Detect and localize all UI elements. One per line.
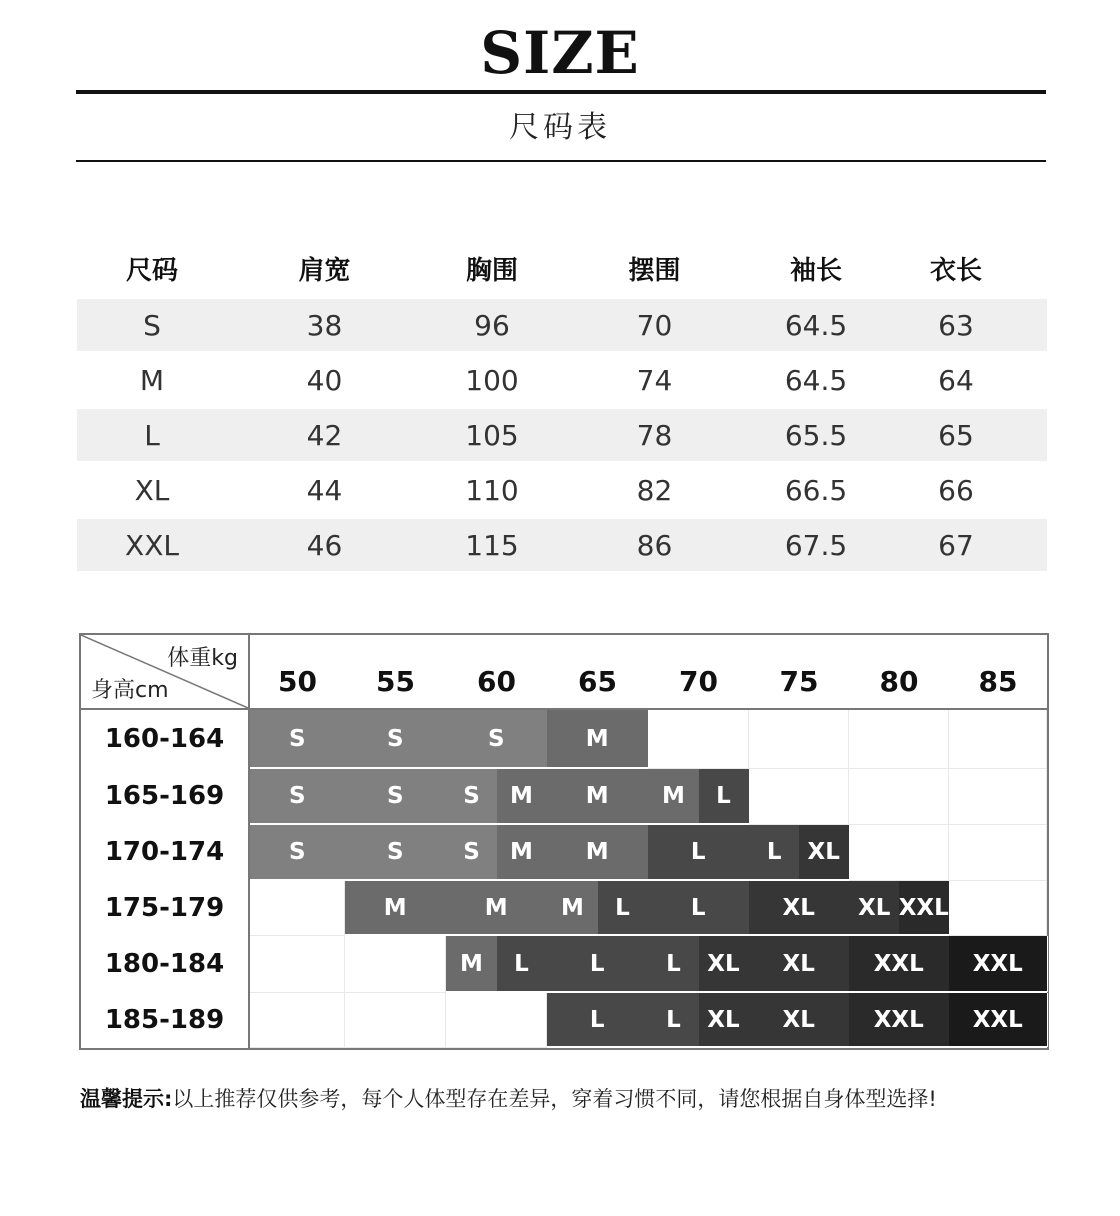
weight-label: 55 xyxy=(376,665,415,698)
weight-label: 85 xyxy=(978,665,1018,698)
size-cell: L xyxy=(749,825,800,880)
table-cell: 63 xyxy=(938,308,974,342)
table-cell: 40 xyxy=(306,363,343,397)
weight-label: 50 xyxy=(278,665,317,698)
empty-cell xyxy=(345,936,446,993)
measurement-column-header: 胸围 xyxy=(465,255,518,286)
empty-cell xyxy=(345,993,446,1048)
size-cell: S xyxy=(446,825,497,880)
size-cell: L xyxy=(648,993,699,1047)
empty-cell xyxy=(849,825,949,881)
table-cell: 66.5 xyxy=(784,473,848,507)
size-cell: S xyxy=(446,710,548,768)
height-label: 175-179 xyxy=(104,892,225,923)
weight-axis-label: 体重kg xyxy=(167,646,238,671)
height-label: 185-189 xyxy=(104,1004,225,1035)
size-cell: XXL xyxy=(949,993,1048,1047)
size-cell: L xyxy=(648,936,699,992)
size-cell: L xyxy=(648,881,750,935)
table-cell: 64.5 xyxy=(784,308,848,342)
size-cell: L xyxy=(547,936,649,992)
weight-label: 75 xyxy=(779,665,819,698)
size-cell: M xyxy=(547,710,649,768)
table-cell: 44 xyxy=(306,473,343,507)
empty-cell xyxy=(949,769,1047,825)
tip-label: 温馨提示: xyxy=(80,1087,173,1111)
table-cell: 86 xyxy=(636,528,673,562)
empty-cell xyxy=(949,710,1047,769)
table-row xyxy=(77,409,1047,461)
empty-cell xyxy=(446,993,547,1048)
empty-cell xyxy=(250,936,345,993)
table-cell: 82 xyxy=(636,473,673,507)
table-cell: 70 xyxy=(636,308,673,342)
height-label: 170-174 xyxy=(104,837,225,867)
size-cell: S xyxy=(250,825,346,880)
table-cell: 38 xyxy=(306,308,343,342)
size-cell: M xyxy=(497,825,548,880)
empty-cell xyxy=(949,825,1047,881)
weight-label: 80 xyxy=(879,665,919,698)
size-cell: XL xyxy=(849,881,900,935)
tip-note xyxy=(80,1083,937,1113)
size-cell: M xyxy=(547,825,649,880)
table-cell: 110 xyxy=(465,473,519,507)
table-cell: 96 xyxy=(474,308,510,342)
table-row xyxy=(77,464,1047,516)
table-cell: M xyxy=(139,363,165,397)
table-cell: 115 xyxy=(465,528,519,562)
empty-cell xyxy=(250,881,345,936)
size-cell: M xyxy=(648,769,699,824)
size-cell: L xyxy=(547,993,649,1047)
page-subtitle: 尺码表 xyxy=(509,110,611,145)
table-row xyxy=(77,354,1047,406)
table-cell: 64 xyxy=(938,363,974,397)
size-cell: XL xyxy=(749,936,850,992)
height-label: 180-184 xyxy=(104,948,225,979)
size-cell: XL xyxy=(699,993,750,1047)
tip-text: 以上推荐仅供参考，每个人体型存在差异，穿着习惯不同，请您根据自身体型选择! xyxy=(172,1087,937,1111)
table-cell: 78 xyxy=(636,418,673,452)
measurement-column-header: 袖长 xyxy=(789,255,842,286)
table-cell: 74 xyxy=(636,363,673,397)
measurement-column-header: 摆围 xyxy=(628,255,681,286)
grid-cells xyxy=(250,710,1047,1048)
table-row xyxy=(77,519,1047,571)
table-cell: 64.5 xyxy=(784,363,848,397)
size-cell: L xyxy=(648,825,750,880)
title-divider-thin xyxy=(76,160,1046,162)
measurement-column-header: 衣长 xyxy=(929,255,982,286)
empty-cell xyxy=(250,993,345,1048)
weight-label: 70 xyxy=(679,665,718,698)
size-cell: M xyxy=(547,769,649,824)
size-cell: S xyxy=(250,769,346,824)
empty-cell xyxy=(648,710,749,769)
size-cell: S xyxy=(250,710,346,768)
height-axis-label: 身高cm xyxy=(91,678,169,703)
table-cell: XXL xyxy=(125,528,179,562)
empty-cell xyxy=(749,710,849,769)
table-cell: 67.5 xyxy=(784,528,848,562)
height-label: 160-164 xyxy=(104,723,225,754)
size-cell: XXL xyxy=(899,881,950,935)
measurement-column-header: 肩宽 xyxy=(298,255,351,286)
page-title: SIZE xyxy=(480,19,640,87)
table-row xyxy=(77,299,1047,351)
size-cell: M xyxy=(446,881,548,935)
size-cell: XXL xyxy=(949,936,1048,992)
size-cell: S xyxy=(345,710,447,768)
weight-label: 60 xyxy=(477,665,516,698)
grid-corner-header xyxy=(81,635,250,710)
table-cell: 46 xyxy=(306,528,343,562)
size-cell: M xyxy=(547,881,598,935)
table-cell: 100 xyxy=(465,363,519,397)
table-cell: 65.5 xyxy=(784,418,848,452)
empty-cell xyxy=(849,710,949,769)
size-cell: XL xyxy=(699,936,750,992)
measurement-column-header: 尺码 xyxy=(125,255,178,286)
size-cell: L xyxy=(497,936,548,992)
measurement-table xyxy=(77,240,1047,571)
table-cell: XL xyxy=(134,473,170,507)
size-cell: S xyxy=(345,769,447,824)
table-cell: S xyxy=(143,308,161,342)
size-cell: XL xyxy=(799,825,850,880)
table-cell: 42 xyxy=(306,418,343,452)
height-label: 165-169 xyxy=(104,781,225,811)
empty-cell xyxy=(749,769,849,825)
size-cell: S xyxy=(345,825,447,880)
table-cell: 67 xyxy=(938,528,974,562)
table-cell: 65 xyxy=(938,418,974,452)
table-cell: 105 xyxy=(465,418,519,452)
size-cell: L xyxy=(598,881,649,935)
measurement-header-row xyxy=(77,240,1047,296)
weight-labels xyxy=(250,635,1047,710)
size-cell: XXL xyxy=(849,936,950,992)
size-cell: XL xyxy=(749,993,850,1047)
size-cell: XL xyxy=(749,881,850,935)
empty-cell xyxy=(949,881,1047,936)
size-cell: S xyxy=(446,769,497,824)
height-labels xyxy=(81,710,250,1048)
weight-label: 65 xyxy=(578,665,617,698)
size-cell: M xyxy=(497,769,548,824)
size-cell: L xyxy=(699,769,750,824)
empty-cell xyxy=(849,769,949,825)
table-cell: L xyxy=(144,418,160,452)
size-cell: M xyxy=(345,881,447,935)
size-cell: XXL xyxy=(849,993,950,1047)
title-divider-thick xyxy=(76,90,1046,94)
size-recommendation-grid xyxy=(79,633,1049,1050)
table-cell: 66 xyxy=(938,473,974,507)
size-cell: M xyxy=(446,936,497,992)
